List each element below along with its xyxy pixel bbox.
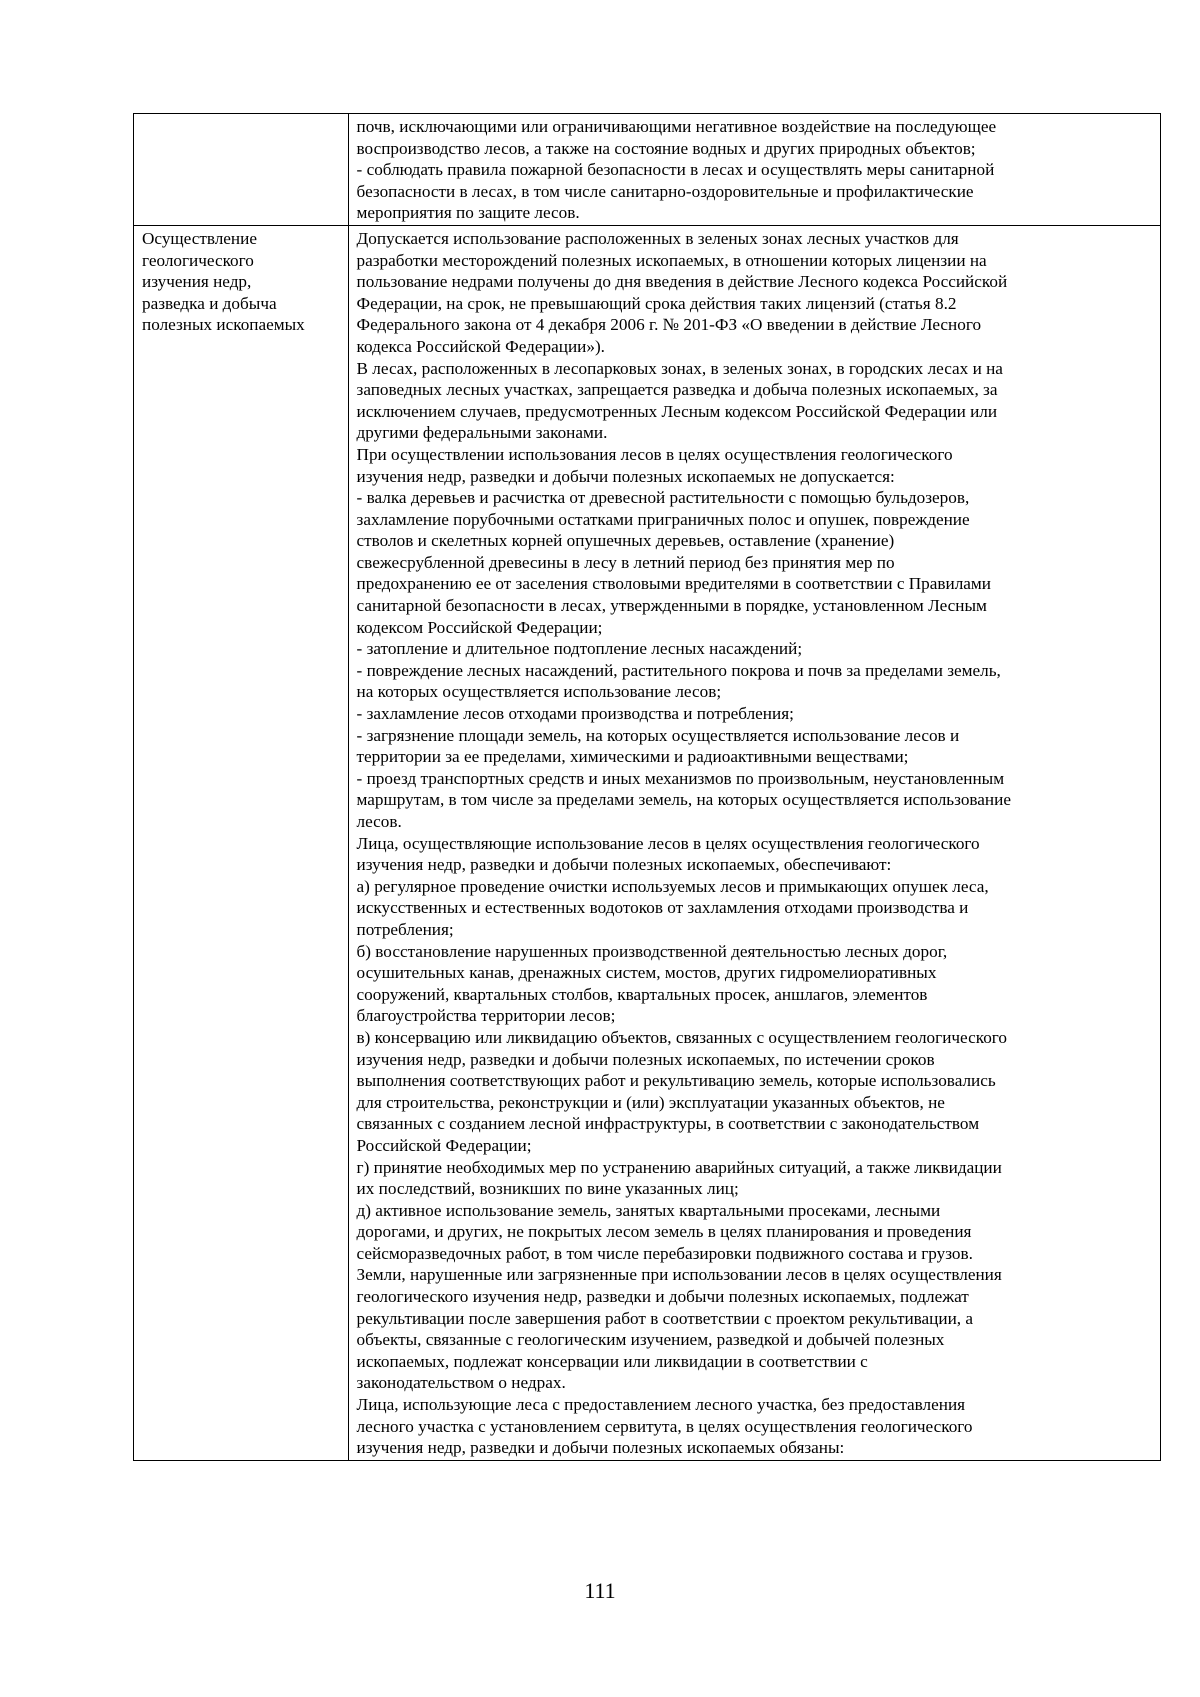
requirement-line: Лица, использующие леса с предоставлением лесного участка, без предоставления xyxy=(356,1395,966,1415)
requirement-line: дорогами, и других, не покрытых лесом земель в целях планирования и проведения xyxy=(356,1222,972,1242)
requirement-line: изучения недр, разведки и добычи полезных ископаемых обязаны: xyxy=(356,1438,845,1458)
requirement-line: воспроизводство лесов, а также на состояние водных и других природных объектов; xyxy=(356,138,976,158)
requirement-line: При осуществлении использования лесов в целях осуществления геологического xyxy=(356,444,953,464)
requirements-cell xyxy=(348,114,1160,226)
requirement-line: исключением случаев, предусмотренных Лесным кодексом Российской Федерации или xyxy=(356,401,998,421)
requirement-line: кодекса Российской Федерации»). xyxy=(356,336,605,356)
requirement-line: маршрутам, в том числе за пределами земель, на которых осуществляется использование xyxy=(356,790,1011,810)
requirement-line: осушительных канав, дренажных систем, мостов, других гидромелиоративных xyxy=(356,963,937,983)
table-row xyxy=(134,225,1161,1460)
requirement-line: б) восстановление нарушенных производственной деятельностью лесных дорог, xyxy=(356,941,948,961)
requirement-line: изучения недр, разведки и добычи полезных ископаемых, обеспечивают: xyxy=(356,855,892,875)
activity-type-cell xyxy=(134,114,349,226)
activity-type-line: геологического xyxy=(142,250,254,270)
requirement-line: другими федеральными законами. xyxy=(356,423,608,443)
requirement-line: в) консервацию или ликвидацию объектов, связанных с осуществлением геологического xyxy=(356,1027,1008,1047)
requirement-line: - проезд транспортных средств и иных механизмов по произвольным, неустановленным xyxy=(356,768,1005,788)
requirement-line: изучения недр, разведки и добычи полезных ископаемых не допускается: xyxy=(356,466,895,486)
requirement-line: благоустройства территории лесов; xyxy=(356,1006,616,1026)
requirement-line: Российской Федерации; xyxy=(356,1135,532,1155)
requirement-line: - валка деревьев и расчистка от древесной растительности с помощью бульдозеров, xyxy=(356,488,970,508)
requirement-line: мероприятия по защите лесов. xyxy=(356,203,580,223)
requirement-line: предохранению ее от заселения стволовыми вредителями в соответствии с Правилами xyxy=(356,574,991,594)
requirement-line: - загрязнение площади земель, на которых осуществляется использование лесов и xyxy=(356,725,960,745)
page-number: 111 xyxy=(584,1578,616,1603)
requirement-line: д) активное использование земель, занятых квартальными просеками, лесными xyxy=(356,1200,941,1220)
requirement-line: территории за ее пределами, химическими и радиоактивными веществами; xyxy=(356,747,909,767)
table-row xyxy=(134,114,1161,226)
requirement-line: для строительства, реконструкции и (или) эксплуатации указанных объектов, не xyxy=(356,1092,945,1112)
requirement-line: изучения недр, разведки и добычи полезных ископаемых, по истечении сроков xyxy=(356,1049,935,1069)
requirement-line: санитарной безопасности в лесах, утвержденными в порядке, установленном Лесным xyxy=(356,596,987,616)
activity-type-cell xyxy=(134,225,349,1460)
requirement-line: ископаемых, подлежат консервации или ликвидации в соответствии с xyxy=(356,1351,868,1371)
requirement-line: стволов и скелетных корней опушечных деревьев, оставление (хранение) xyxy=(356,531,895,551)
requirements-cell xyxy=(348,225,1160,1460)
requirement-line: безопасности в лесах, в том числе санитарно-оздоровительные и профилактические xyxy=(356,181,974,201)
requirement-line: геологического изучения недр, разведки и добычи полезных ископаемых, подлежат xyxy=(356,1287,969,1307)
requirement-line: почв, исключающими или ограничивающими негативное воздействие на последующее xyxy=(356,117,997,136)
requirement-line: захламление порубочными остатками приграничных полос и опушек, повреждение xyxy=(356,509,970,529)
requirement-line: сейсморазведочных работ, в том числе перебазировки подвижного состава и грузов. xyxy=(356,1243,973,1263)
activity-type-line: изучения недр, xyxy=(142,272,252,292)
requirement-line: выполнения соответствующих работ и рекультивацию земель, которые использовались xyxy=(356,1071,996,1091)
requirement-line: рекультивации после завершения работ в соответствии с проектом рекультивации, а xyxy=(356,1308,973,1328)
requirement-line: искусственных и естественных водотоков от захламления отходами производства и xyxy=(356,898,969,918)
requirement-line: г) принятие необходимых мер по устранению аварийных ситуаций, а также ликвидации xyxy=(356,1157,1002,1177)
requirement-line: - захламление лесов отходами производства и потребления; xyxy=(356,704,794,724)
activity-type-line: полезных ископаемых xyxy=(142,315,305,335)
requirement-line: пользование недрами получены до дня введения в действие Лесного кодекса Российской xyxy=(356,272,1008,292)
requirement-line: свежесрубленной древесины в лесу в летний период без принятия мер по xyxy=(356,552,895,572)
requirement-line: на которых осуществляется использование лесов; xyxy=(356,682,722,702)
requirement-line: - повреждение лесных насаждений, растительного покрова и почв за пределами земель, xyxy=(356,660,1001,680)
requirement-line: Лица, осуществляющие использование лесов в целях осуществления геологического xyxy=(356,833,980,853)
activity-type-line: разведка и добыча xyxy=(142,293,277,313)
requirement-line: их последствий, возникших по вине указанных лиц; xyxy=(356,1179,739,1199)
requirement-line: - затопление и длительное подтопление лесных насаждений; xyxy=(356,639,803,659)
requirement-line: а) регулярное проведение очистки используемых лесов и примыкающих опушек леса, xyxy=(356,876,989,896)
requirement-line: Федерального закона от 4 декабря 2006 г. № 201-ФЗ «О введении в действие Лесного xyxy=(356,315,982,335)
regulation-table-body xyxy=(134,114,1161,1461)
requirement-line: Федерации, на срок, не превышающий срока действия таких лицензий (статья 8.2 xyxy=(356,293,957,313)
requirement-line: связанных с созданием лесной инфраструктуры, в соответствии с законодательством xyxy=(356,1114,980,1134)
requirement-line: лесов. xyxy=(356,812,402,831)
requirement-line: В лесах, расположенных в лесопарковых зонах, в зеленых зонах, в городских лесах и на xyxy=(356,358,1003,378)
requirement-line: разработки месторождений полезных ископаемых, в отношении которых лицензии на xyxy=(356,250,987,270)
requirement-line: заповедных лесных участках, запрещается разведка и добыча полезных ископаемых, за xyxy=(356,380,998,400)
requirement-line: законодательством о недрах. xyxy=(356,1373,566,1393)
requirement-line: кодексом Российской Федерации; xyxy=(356,617,603,637)
requirement-line: потребления; xyxy=(356,919,454,939)
requirement-line: лесного участка с установлением сервитута, в целях осуществления геологического xyxy=(356,1416,973,1436)
activity-type-line: Осуществление xyxy=(142,228,257,248)
regulation-table xyxy=(133,113,1161,1461)
requirement-line: сооружений, квартальных столбов, квартальных просек, аншлагов, элементов xyxy=(356,984,928,1004)
requirement-line: Земли, нарушенные или загрязненные при использовании лесов в целях осуществления xyxy=(356,1265,1002,1285)
requirement-line: - соблюдать правила пожарной безопасности в лесах и осуществлять меры санитарной xyxy=(356,160,995,180)
requirement-line: Допускается использование расположенных в зеленых зонах лесных участков для xyxy=(356,228,959,248)
requirement-line: объекты, связанные с геологическим изучением, разведкой и добычей полезных xyxy=(356,1330,945,1350)
